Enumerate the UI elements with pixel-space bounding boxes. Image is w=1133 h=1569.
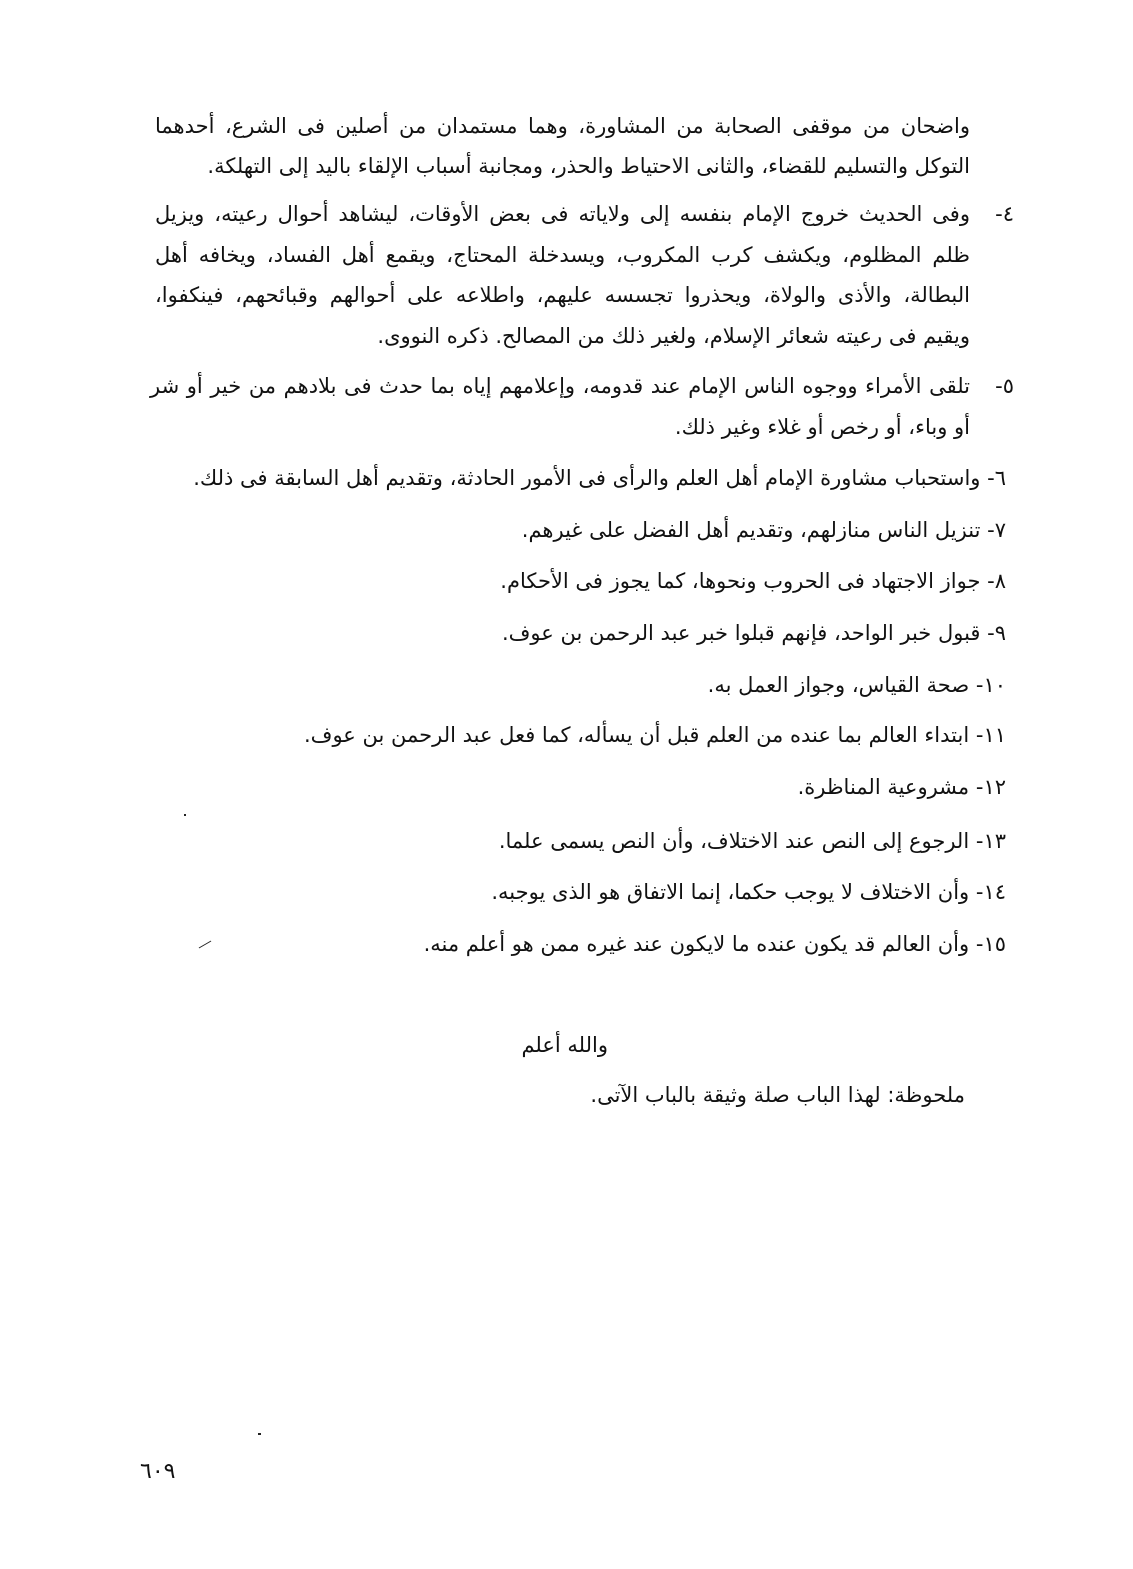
page-number: ٦٠٩ (140, 1459, 176, 1484)
list-item-number: ١٠- (975, 673, 1006, 697)
list-item-text: الرجوع إلى النص عند الاختلاف، وأن النص يسمى علما. (498, 829, 970, 853)
list-item (522, 515, 1006, 545)
list-item-number: ١٤- (975, 880, 1006, 904)
list-item-number: ٤- (995, 202, 1014, 226)
list-item-number: ٩- (987, 621, 1006, 645)
list-item-text: تنزيل الناس منازلهم، وتقديم أهل الفضل على غيرهم. (521, 518, 981, 542)
list-item-number: ٥- (995, 374, 1014, 398)
list-item (500, 566, 1006, 596)
list-item (155, 194, 1014, 356)
list-item-text: ابتداء العالم بما عنده من العلم قبل أن يسأله، كما فعل عبد الرحمن بن عوف. (304, 723, 970, 747)
list-item (424, 929, 1006, 959)
list-item-number: ١٢- (975, 775, 1006, 799)
list-item (798, 772, 1006, 802)
list-item-number: ١٣- (975, 829, 1006, 853)
scan-speck (184, 814, 186, 816)
list-item (150, 366, 1014, 447)
list-item-number: ٦- (987, 466, 1006, 490)
list-item (193, 463, 1006, 493)
list-item-text: جواز الاجتهاد فى الحروب ونحوها، كما يجوز فى الأحكام. (500, 569, 981, 593)
list-item-number: ١٥- (975, 932, 1006, 956)
closing-phrase: والله أعلم (521, 1033, 608, 1057)
list-item-text: قبول خبر الواحد، فإنهم قبلوا خبر عبد الرحمن بن عوف. (501, 621, 981, 645)
note: ملحوظة: لهذا الباب صلة وثيقة بالباب الآتى. (590, 1083, 965, 1107)
list-item-text: وفى الحديث خروج الإمام بنفسه إلى ولاياته فى بعض الأوقات، ليشاهد أحوال رعيته، ويزيل ظلم المظلوم، ويكشف كرب المكروب، ويسدخلة المحتاج، ويقمع أهل الفساد، ويخافه أهل البطالة، والأذى والولاة، ويحذروا تجسسه عليهم، واطلاعه على أحوالهم وقبائحهم، فينكفوا، ويقيم فى رعيته شعائر الإسلام، ولغير ذلك من المصالح. ذكره النووى. (155, 202, 970, 348)
list-item (502, 618, 1006, 648)
list-item-text: واستحباب مشاورة الإمام أهل العلم والرأى فى الأمور الحادثة، وتقديم أهل السابقة فى ذلك. (193, 466, 981, 490)
list-item (304, 720, 1006, 750)
scan-speck (258, 1433, 261, 1435)
list-item (499, 826, 1006, 856)
scan-speck (199, 941, 212, 949)
list-item (491, 877, 1006, 907)
list-item-text: مشروعية المناظرة. (797, 775, 970, 799)
continuation-paragraph: واضحان من موقفى الصحابة من المشاورة، وهما مستمدان من أصلين فى الشرع، أحدهما التوكل والتسليم للقضاء، والثانى الاحتياط والحذر، ومجانبة أسباب الإلقاء باليد إلى التهلكة. (155, 114, 970, 178)
list-item-text: صحة القياس، وجواز العمل به. (707, 673, 970, 697)
list-item-number: ٨- (987, 569, 1006, 593)
list-item-text: تلقى الأمراء ووجوه الناس الإمام عند قدومه، وإعلامهم إياه بما حدث فى بلادهم من خير أو شر أو وباء، أو رخص أو غلاء وغير ذلك. (150, 374, 970, 439)
list-item-text: وأن الاختلاف لا يوجب حكما، إنما الاتفاق هو الذى يوجبه. (491, 880, 970, 904)
list-item-number: ١١- (975, 723, 1006, 747)
list-item-text: وأن العالم قد يكون عنده ما لايكون عند غيره ممن هو أعلم منه. (423, 932, 970, 956)
list-item-number: ٧- (987, 518, 1006, 542)
list-item (708, 670, 1006, 700)
